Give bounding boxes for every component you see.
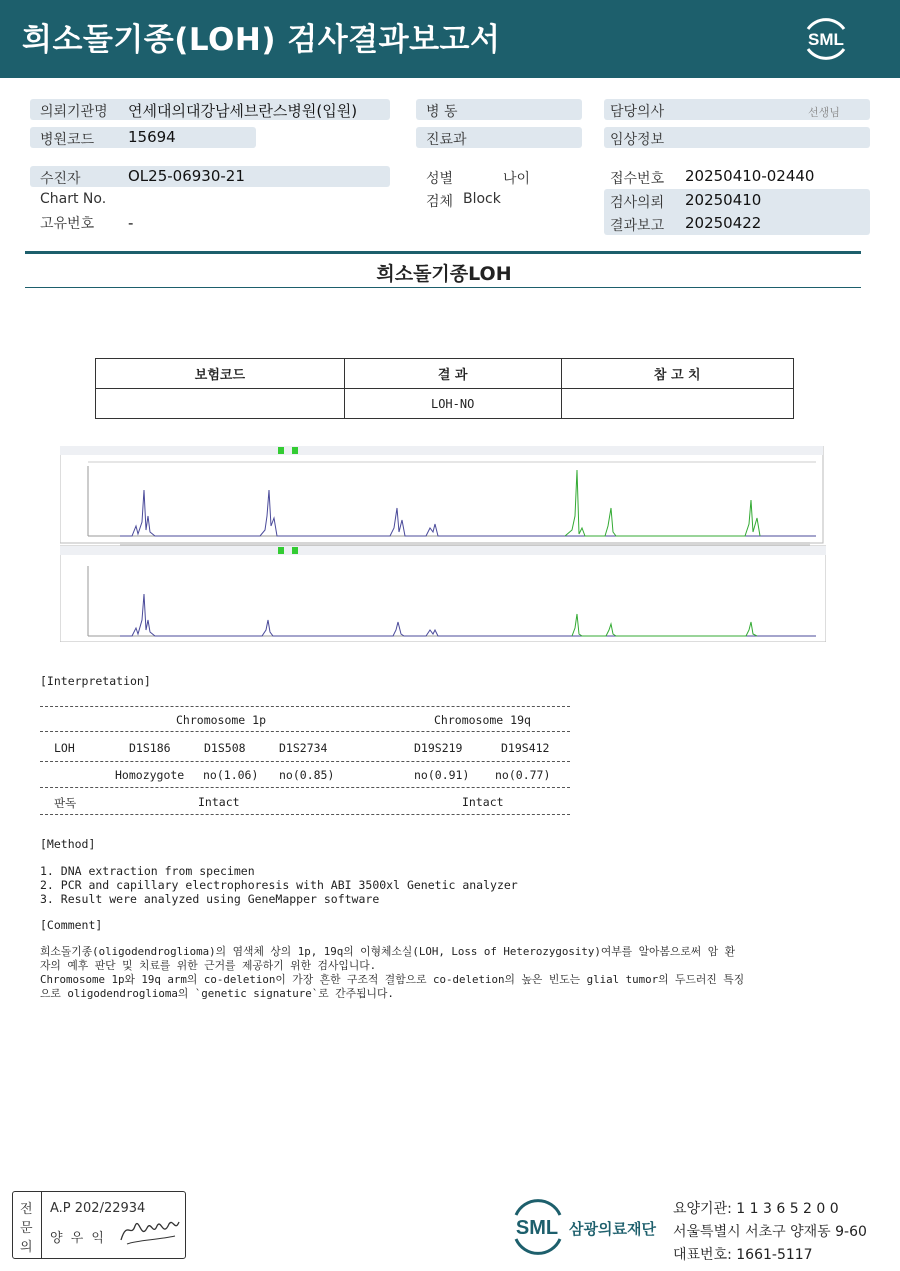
section-rule-bottom [25,287,861,288]
method-line-2: 2. PCR and capillary electrophoresis with ABI 3500xl Genetic analyzer [40,878,518,892]
unique-label: 고유번호 [40,216,95,232]
judge-19q: Intact [462,795,504,809]
receipt-value: 20250410-02440 [685,167,815,185]
request-value: 20250410 [685,191,762,209]
result-table [95,358,794,419]
divider [40,706,570,707]
value-d19s219: no(0.91) [414,768,470,782]
inst-value: 연세대의대강남세브란스병원(입원) [128,102,358,120]
col-insurance-code: 보험코드 [96,359,345,389]
judge-label: 판독 [54,796,77,810]
code-label: 병원코드 [40,132,95,148]
marker-d1s2734: D1S2734 [279,741,328,755]
chrom-1p-header: Chromosome 1p [176,713,267,727]
judge-1p: Intact [198,795,240,809]
comment-heading: [Comment] [40,918,103,932]
signature-box [12,1191,186,1259]
specimen-value: Block [463,191,501,207]
license-number: A.P 202/22934 [50,1201,146,1216]
chrom-19q-header: Chromosome 19q [434,713,531,727]
divider [40,814,570,815]
side-char: 문 [20,1221,33,1236]
divider [40,731,570,732]
request-label: 검사의뢰 [610,195,665,211]
patient-label: 수진자 [40,171,81,187]
age-label: 나이 [503,171,531,187]
svg-text:SML: SML [808,30,844,49]
section-rule-top [25,251,861,254]
code-value: 15694 [128,128,176,146]
method-line-1: 1. DNA extraction from specimen [40,864,255,878]
value-d1s186: Homozygote [115,768,185,782]
comment-line-3: Chromosome 1p와 19q arm의 co-deletion이 가장 흔한 구조적 결함으로 co-deletion의 높은 빈도는 glial tumor의 두드러진 특징 [40,973,745,986]
doctor-name: 양 우 익 [50,1231,106,1246]
divider [40,761,570,762]
org-name: 삼광의료재단 [569,1220,656,1238]
method-line-3: 3. Result were analyzed using GeneMapper software [40,892,380,906]
report-value: 20250422 [685,214,762,232]
ward-label: 병 동 [426,104,458,120]
cell-result: LOH-NO [344,389,561,419]
inst-label: 의뢰기관명 [40,104,108,120]
method-heading: [Method] [40,837,96,851]
value-d19s412: no(0.77) [495,768,551,782]
doctor-label: 담당의사 [610,104,665,120]
col-reference: 참 고 치 [561,359,793,389]
col-result: 결 과 [344,359,561,389]
side-char: 의 [20,1240,33,1255]
unique-value: - [128,214,134,232]
sml-logo-icon [800,13,852,65]
marker-d19s412: D19S412 [501,741,550,755]
side-char: 전 [20,1202,33,1217]
table-row [96,389,794,419]
value-d1s508: no(1.06) [203,768,259,782]
org-phone: 대표번호: 1661-5117 [673,1247,813,1263]
chart-label: Chart No. [40,191,107,207]
result-table-header [96,359,794,389]
report-header [0,0,900,78]
doctor-suffix: 선생님 [808,106,840,119]
dept-label: 진료과 [426,132,467,148]
electropherogram-image [60,446,826,642]
marker-d19s219: D19S219 [414,741,463,755]
specialist-side-label [13,1192,42,1258]
specimen-label: 검체 [426,194,454,210]
sml-footer-logo-icon [508,1199,566,1255]
clinical-label: 임상정보 [610,132,665,148]
org-address: 서울특별시 서초구 양재동 9-60 [673,1224,867,1240]
comment-line-4: 으로 oligodendroglioma의 `genetic signature`로 간주됩니다. [40,987,394,1000]
cell-insurance-code [96,389,345,419]
sex-label: 성별 [426,171,454,187]
handwritten-signature [117,1210,181,1250]
cell-reference [561,389,793,419]
receipt-label: 접수번호 [610,171,665,187]
interpretation-heading: [Interpretation] [40,674,151,688]
comment-line-1: 희소돌기종(oligodendroglioma)의 염색체 상의 1p, 19q의 이형체소실(LOH, Loss of Heterozygosity)여부를 알아봄으로써 암 환 [40,945,736,958]
patient-value: OL25-06930-21 [128,167,245,185]
marker-d1s186: D1S186 [129,741,171,755]
svg-text:SML: SML [515,1217,559,1239]
marker-d1s508: D1S508 [204,741,246,755]
section-title: 희소돌기종LOH [376,263,512,285]
value-d1s2734: no(0.85) [279,768,335,782]
report-label: 결과보고 [610,218,665,234]
comment-line-2: 자의 예후 판단 및 치료를 위한 근거를 제공하기 위한 검사입니다. [40,959,377,972]
loh-row-label: LOH [54,741,75,755]
divider [40,787,570,788]
org-code: 요양기관: 1 1 3 6 5 2 0 0 [673,1201,839,1217]
report-title: 희소돌기종(LOH) 검사결과보고서 [22,22,501,58]
